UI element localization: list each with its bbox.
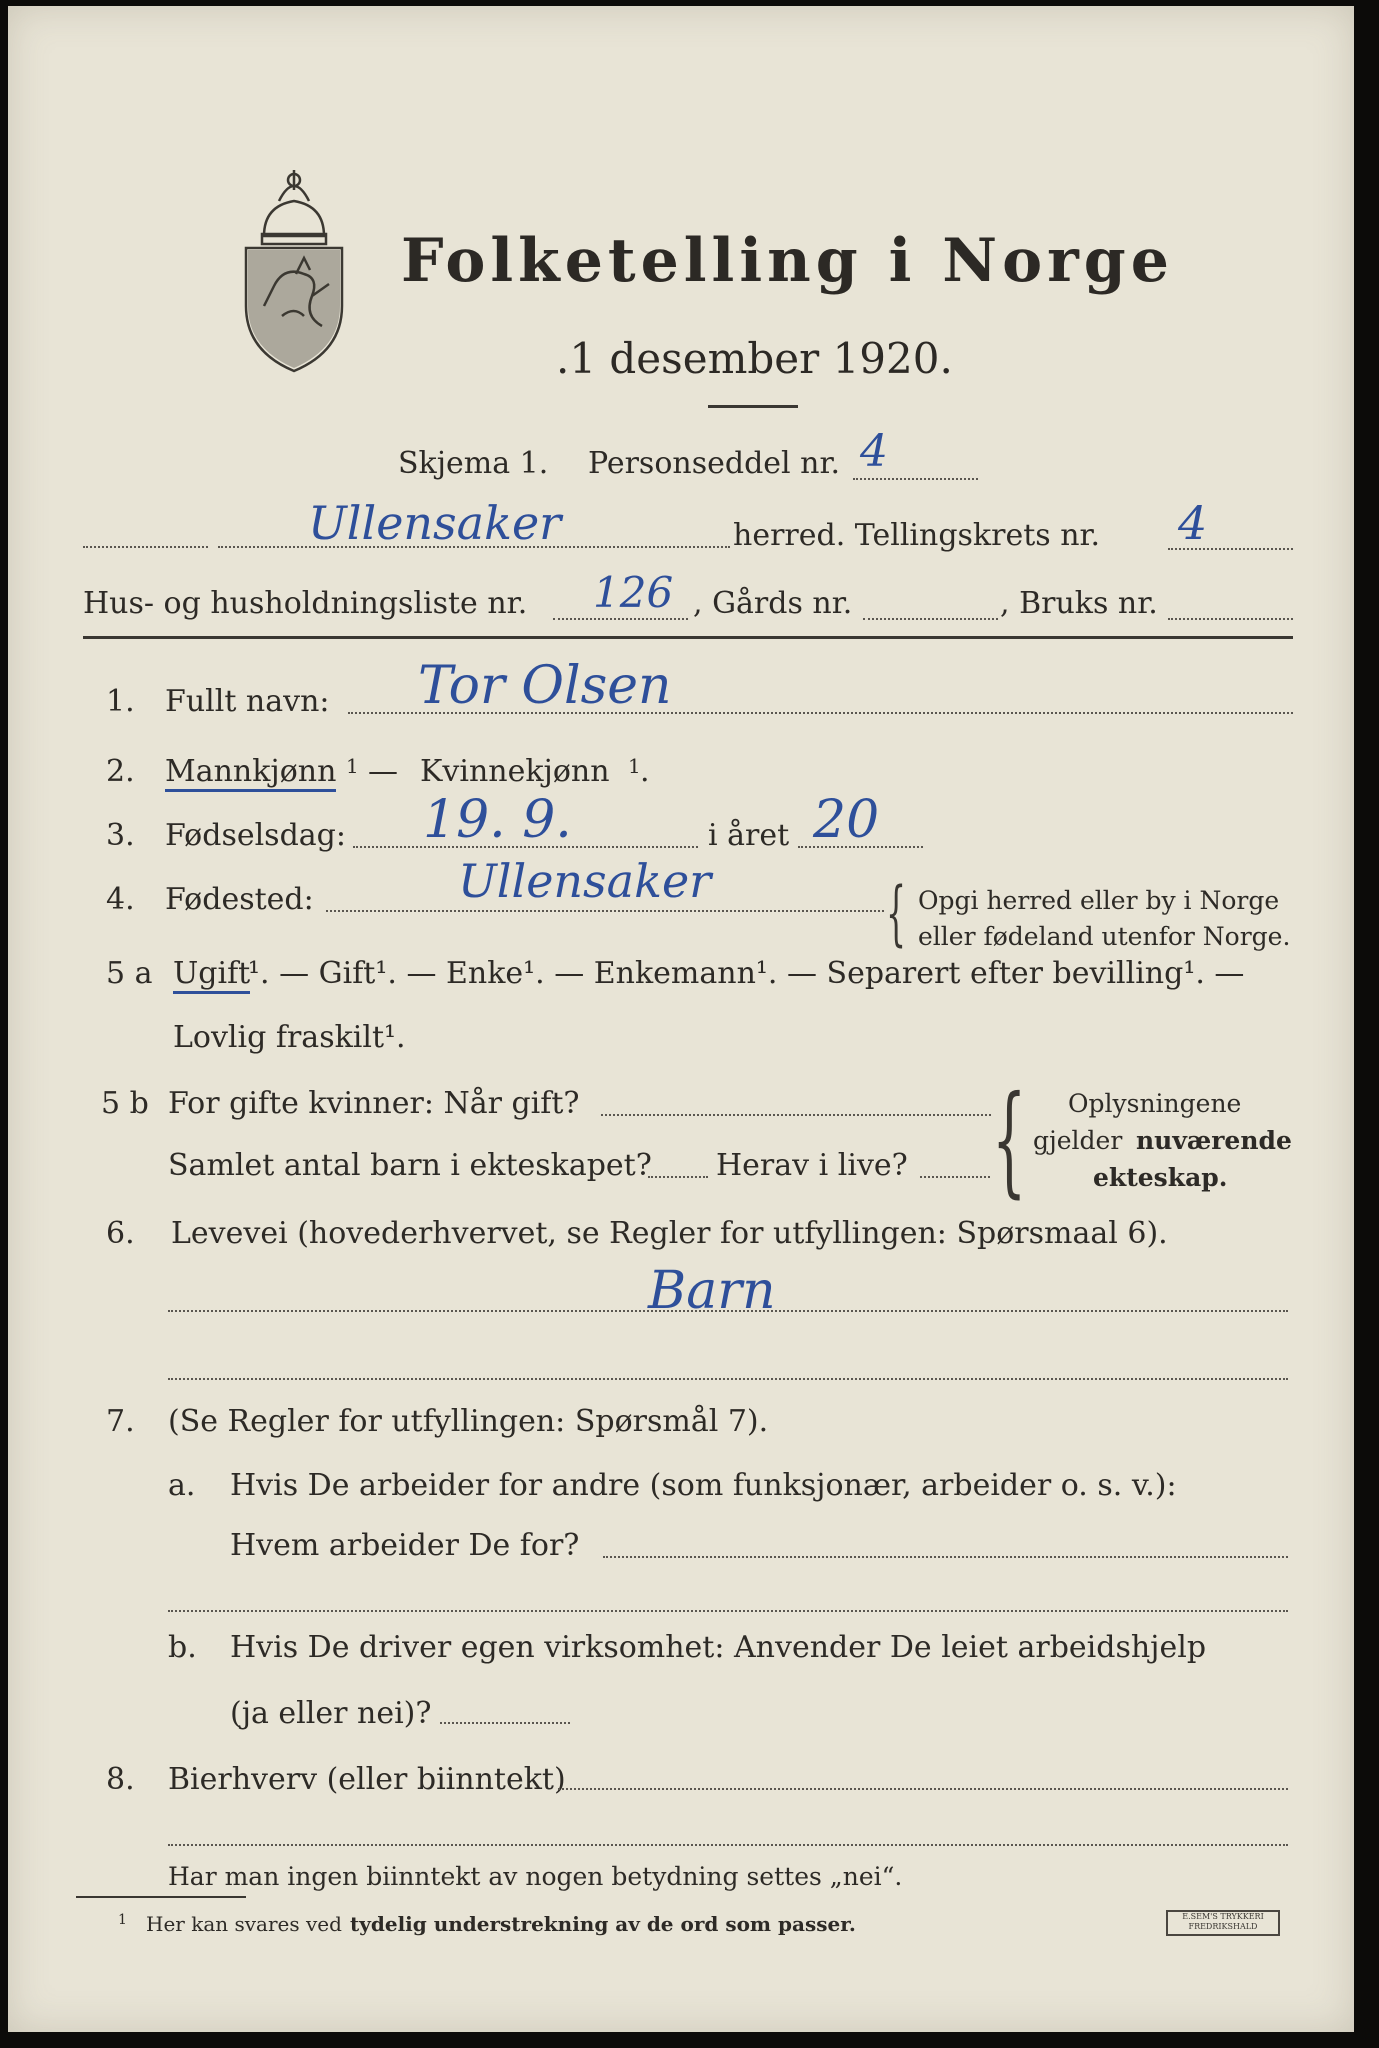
q7a-label-2: Hvem arbeider De for?: [230, 1528, 580, 1563]
employer-line: [603, 1556, 1288, 1558]
birthdate-line: [353, 846, 698, 848]
census-date: .1 desember 1920.: [556, 334, 953, 383]
hired-help-line: [440, 1722, 570, 1724]
q4-note-line1: Opgi herred eller by i Norge: [918, 886, 1280, 915]
q7-number: 7.: [106, 1404, 135, 1439]
q8-note: Har man ingen biinntekt av nogen betydning settes „nei“.: [168, 1862, 903, 1891]
side-income-line: [558, 1788, 1288, 1790]
q3-label: Fødselsdag:: [165, 818, 346, 853]
children-total-line: [648, 1176, 708, 1178]
gaards-label: , Gårds nr.: [693, 586, 853, 621]
marital-ugift-option[interactable]: Ugift: [173, 956, 250, 994]
birthplace-value[interactable]: Ullensaker: [458, 854, 712, 908]
marital-fraskilt-option[interactable]: Lovlig fraskilt¹.: [173, 1020, 406, 1055]
q2-number: 2.: [106, 754, 135, 789]
q6-number: 6.: [106, 1216, 135, 1251]
tellingskrets-value[interactable]: 4: [1178, 496, 1208, 550]
personseddel-label: Personseddel nr.: [588, 446, 841, 481]
employer-line-2: [168, 1610, 1288, 1612]
header-rule: [83, 636, 1293, 639]
q5b-note-line2a: gjelder: [1033, 1126, 1123, 1155]
q2-end: .: [640, 754, 650, 789]
hus-line: [553, 618, 688, 620]
bruks-line: [1168, 618, 1293, 620]
personseddel-line: [853, 478, 978, 480]
full-name-line: [348, 712, 1293, 714]
q1-number: 1.: [106, 684, 135, 719]
form-title: Folketelling i Norge: [401, 226, 1174, 296]
q5a-number: 5 a: [106, 956, 153, 991]
gaards-line: [863, 618, 998, 620]
q7b-label-2: (ja eller nei)?: [230, 1696, 432, 1731]
q5b-number: 5 b: [101, 1086, 149, 1121]
q8-number: 8.: [106, 1762, 135, 1797]
hus-label: Hus- og husholdningsliste nr.: [83, 586, 528, 621]
occupation-value[interactable]: Barn: [648, 1261, 776, 1321]
occupation-line-1: [168, 1310, 1288, 1312]
q7-label: (Se Regler for utfyllingen: Spørsmål 7).: [168, 1404, 769, 1439]
personseddel-value[interactable]: 4: [860, 426, 888, 477]
q5b-note-line2b: nuværende: [1136, 1126, 1292, 1155]
q1-label: Fullt navn:: [165, 684, 330, 719]
footnote-marker: 1: [118, 1912, 127, 1928]
q8-label: Bierhverv (eller biinntekt): [168, 1762, 566, 1797]
q5b-children-label: Samlet antal barn i ekteskapet?: [168, 1148, 652, 1183]
q2-footnote-ref-2: 1: [628, 754, 641, 778]
q5b-note-brace: {: [992, 1071, 1027, 1210]
footnote-rule: [76, 1896, 246, 1898]
municipality-line-left: [83, 546, 208, 548]
marital-options[interactable]: ¹. — Gift¹. — Enke¹. — Enkemann¹. — Separert efter bevilling¹. —: [248, 956, 1245, 991]
birthdate-value[interactable]: 19. 9.: [423, 790, 572, 850]
bruks-label: , Bruks nr.: [1000, 586, 1158, 621]
birth-year-value[interactable]: 20: [813, 790, 880, 850]
q2-footnote-ref-1: 1: [346, 754, 359, 778]
q3-number: 3.: [106, 818, 135, 853]
footnote-text-b: tydelig understrekning av de ord som passer.: [350, 1912, 856, 1936]
q5b-note-line1: Oplysningene: [1068, 1089, 1242, 1118]
full-name-value[interactable]: Tor Olsen: [418, 656, 672, 716]
sex-female-option[interactable]: Kvinnekjønn: [420, 754, 610, 789]
q4-note-brace: {: [886, 872, 907, 954]
side-income-line-2: [168, 1844, 1288, 1846]
q2-separator: —: [368, 754, 398, 789]
q5b-note-line3: ekteskap.: [1093, 1163, 1228, 1192]
tellingskrets-line: [1168, 548, 1293, 550]
q7a-letter: a.: [168, 1468, 196, 1503]
skjema-label: Skjema 1.: [398, 446, 549, 481]
q4-note-line2: eller fødeland utenfor Norge.: [918, 922, 1291, 951]
children-alive-line: [920, 1176, 990, 1178]
title-divider: [708, 405, 798, 408]
birth-year-line: [798, 846, 923, 848]
married-when-line: [601, 1114, 991, 1116]
q7a-label-1: Hvis De arbeider for andre (som funksjonær, arbeider o. s. v.):: [230, 1468, 1177, 1503]
census-form-page: [8, 6, 1354, 2032]
coat-of-arms-emblem: [234, 166, 354, 376]
hus-value[interactable]: 126: [593, 568, 674, 617]
q5b-married-when-label: For gifte kvinner: Når gift?: [168, 1086, 580, 1121]
printer-mark: E.SEM'S TRYKKERI FREDRIKSHALD: [1166, 1910, 1280, 1936]
q4-number: 4.: [106, 882, 135, 917]
q6-label: Levevei (hovederhvervet, se Regler for utfyllingen: Spørsmaal 6).: [171, 1216, 1168, 1251]
footnote-text-a: Her kan svares ved: [146, 1912, 342, 1936]
municipality-value[interactable]: Ullensaker: [308, 496, 562, 550]
birthplace-line: [326, 910, 884, 912]
q7b-label-1: Hvis De driver egen virksomhet: Anvender De leiet arbeidshjelp: [230, 1630, 1207, 1665]
occupation-line-2: [168, 1378, 1288, 1380]
q4-label: Fødested:: [165, 882, 314, 917]
herred-label: herred. Tellingskrets nr.: [733, 518, 1101, 553]
q3-year-label: i året: [708, 818, 790, 853]
q7b-letter: b.: [168, 1630, 197, 1665]
q5b-alive-label: Herav i live?: [716, 1148, 908, 1183]
sex-male-option[interactable]: Mannkjønn: [165, 754, 336, 792]
